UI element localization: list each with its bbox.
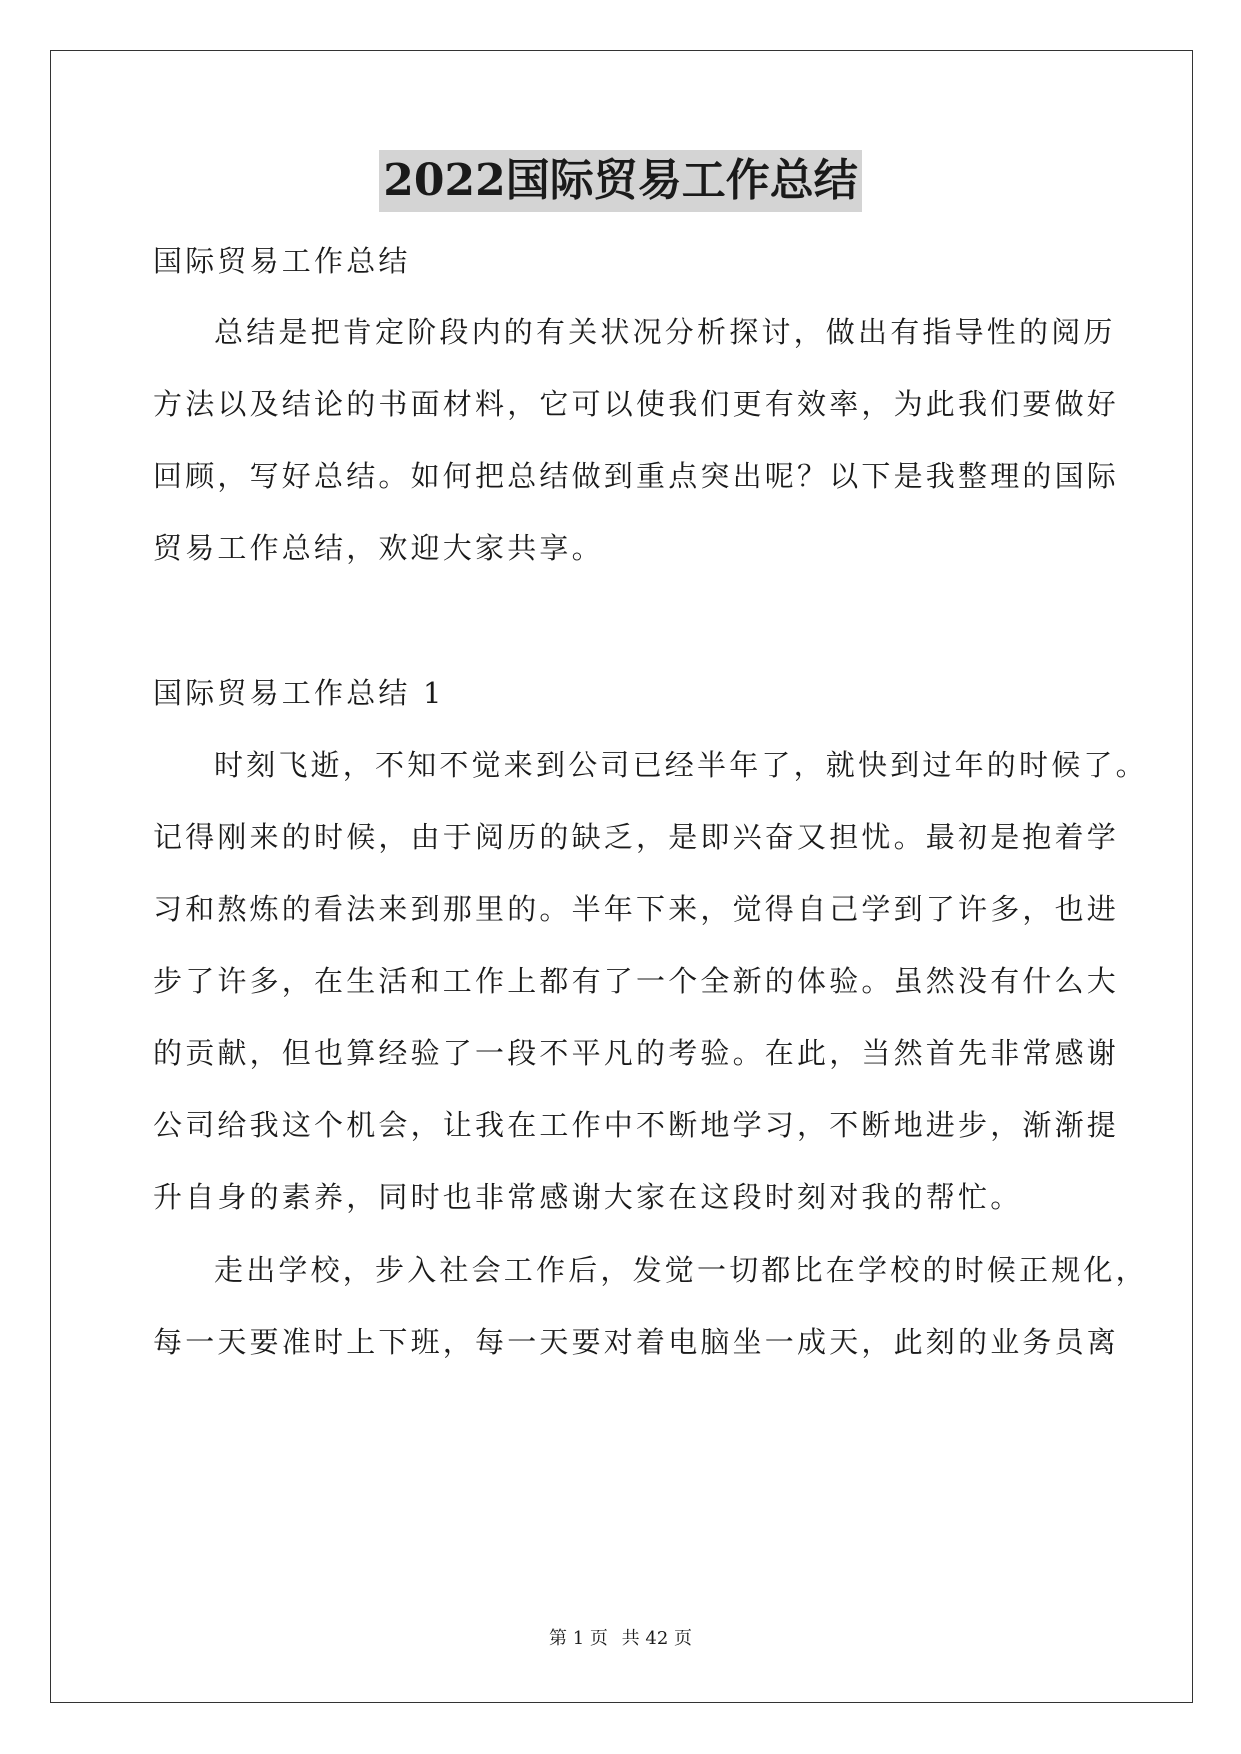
paragraph-line: 记得刚来的时候，由于阅历的缺乏，是即兴奋又担忧。最初是抱着学 xyxy=(153,820,1120,854)
paragraph-line: 走出学校，步入社会工作后，发觉一切都比在学校的时候正规化， xyxy=(214,1253,1148,1287)
page-footer xyxy=(0,1627,1241,1651)
paragraph-line: 贸易工作总结，欢迎大家共享。 xyxy=(153,531,604,565)
paragraph-line: 总结是把肯定阶段内的有关状况分析探讨，做出有指导性的阅历 xyxy=(214,315,1116,349)
paragraph-line: 步了许多，在生活和工作上都有了一个全新的体验。虽然没有什么大 xyxy=(153,964,1120,998)
page-frame xyxy=(50,50,1193,1703)
document-title xyxy=(0,150,1241,212)
paragraph-line: 公司给我这个机会，让我在工作中不断地学习，不断地进步，渐渐提 xyxy=(153,1108,1120,1142)
paragraph-line: 习和熬炼的看法来到那里的。半年下来，觉得自己学到了许多，也进 xyxy=(153,892,1120,926)
paragraph-line: 回顾，写好总结。如何把总结做到重点突出呢？以下是我整理的国际 xyxy=(153,459,1120,493)
paragraph-line: 时刻飞逝，不知不觉来到公司已经半年了，就快到过年的时候了。 xyxy=(214,748,1148,782)
section-heading-intro: 国际贸易工作总结 xyxy=(153,244,411,278)
page-total: 共 42 页 xyxy=(621,1628,692,1649)
paragraph-line: 升自身的素养，同时也非常感谢大家在这段时刻对我的帮忙。 xyxy=(153,1180,1023,1214)
paragraph-line: 的贡献，但也算经验了一段不平凡的考验。在此，当然首先非常感谢 xyxy=(153,1036,1120,1070)
section-heading-1: 国际贸易工作总结 1 xyxy=(153,676,445,710)
paragraph-line: 每一天要准时上下班，每一天要对着电脑坐一成天，此刻的业务员离 xyxy=(153,1325,1120,1359)
document-title-text: 2022国际贸易工作总结 xyxy=(379,150,861,212)
paragraph-line: 方法以及结论的书面材料，它可以使我们更有效率，为此我们要做好 xyxy=(153,387,1120,421)
page-number: 第 1 页 xyxy=(549,1628,608,1649)
